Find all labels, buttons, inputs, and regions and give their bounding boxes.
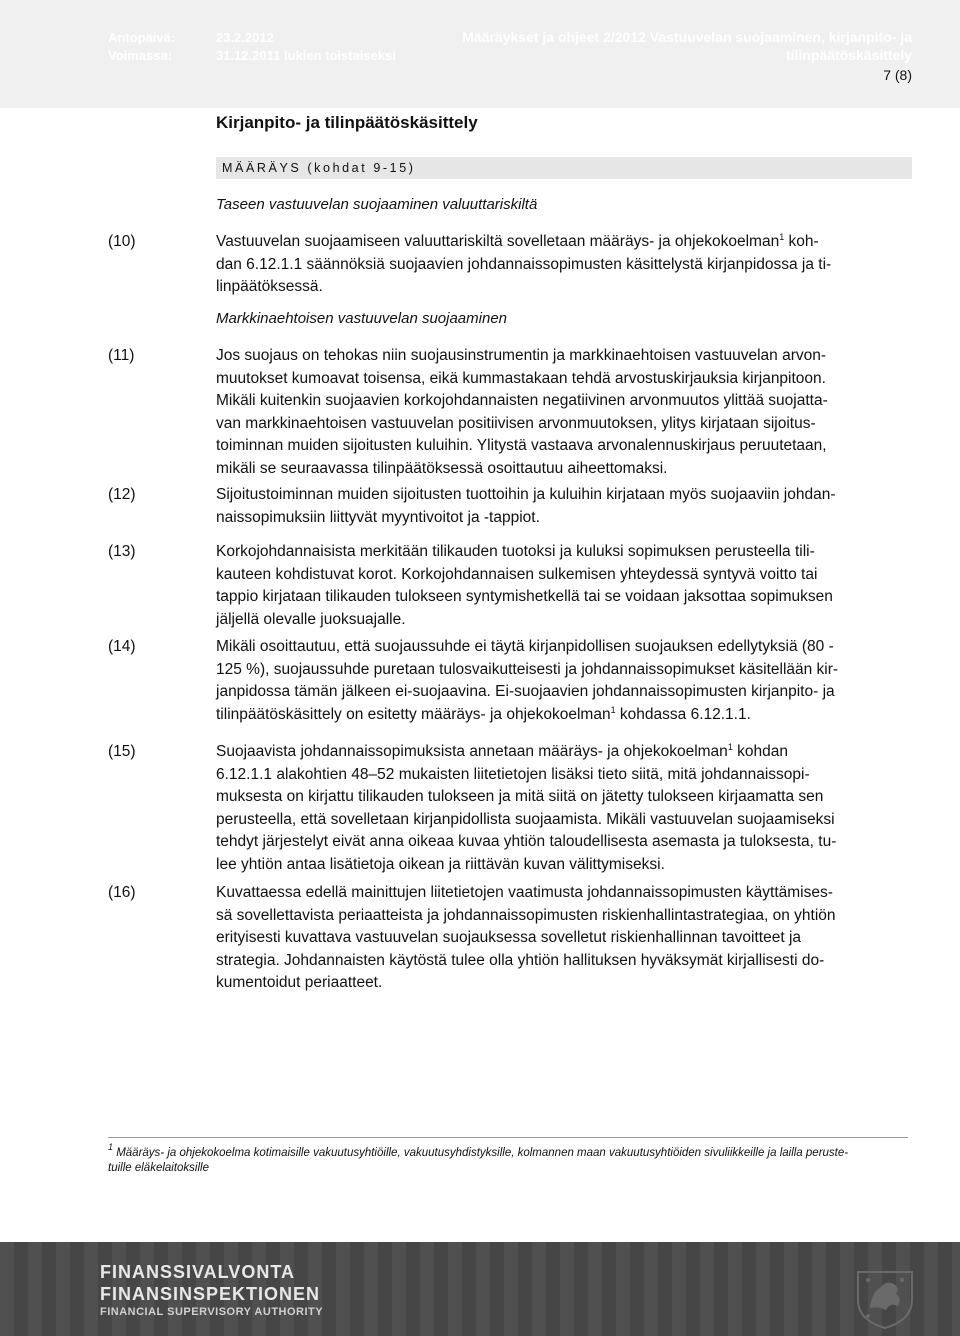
paragraph-number: (11) — [108, 347, 135, 364]
text-line: kauteen kohdistuvat korot. Korkojohdannaisen sulkemisen yhteydessä syntyvä voitto tai — [216, 565, 818, 583]
text-line: Sijoitustoiminnan muiden sijoitusten tuottoihin ja kuluihin kirjataan myös suojaaviin johdan- — [216, 486, 836, 503]
text-line: Mikäli osoittautuu, että suojaussuhde ei täytä kirjanpidollisen suojauksen edellytyksiä (80 - — [216, 638, 834, 655]
text-line: erityisesti kuvattava vastuuvelan suojauksessa sovelletut riskienhallinnan tavoitteet ja — [216, 929, 802, 946]
header-date-label: Antopäivä: — [108, 30, 176, 45]
text-line: Mikäli kuitenkin suojaavien korkojohdannaisten negatiivinen arvonmuutos ylittää suojatta- — [216, 392, 828, 409]
text-line: Jos suojaus on tehokas niin suojausinstrumentin ja markkinaehtoisen vastuuvelan arvon- — [216, 347, 827, 364]
text-line: Vastuuvelan suojaamiseen valuuttariskiltä sovelletaan määräys- ja ohjekokoelman$^1$ koh- — [216, 232, 819, 250]
paragraph-text — [216, 741, 908, 876]
text-line: tilinpäätöskäsittely on esitetty määräys- ja ohjekokoelman$^1$ kohdassa 6.12.1.1. — [216, 704, 751, 723]
footnote-ref: 1 — [610, 704, 616, 715]
paragraph-text — [216, 484, 908, 529]
paragraph-number: (13) — [108, 543, 136, 560]
paragraph-text — [216, 541, 908, 631]
footnote-line: tuille eläkelaitoksille — [108, 1162, 209, 1174]
footnote-ref: 1 — [779, 232, 785, 242]
text-line: kumentoidut periaatteet. — [216, 974, 383, 991]
logo-text-finnish: FINANSSIVALVONTA — [100, 1262, 295, 1282]
paragraph-text — [216, 231, 908, 299]
paragraph-number: (14) — [108, 638, 136, 655]
footnote-line: $^1$ Määräys- ja ohjekokoelma kotimaisille vakuutusyhtiöille, vakuutusyhdistyksille, kolmannen maan vakuutusyhtiöiden sivuliikkeille ja lailla peruste- — [108, 1142, 849, 1159]
paragraph-text — [216, 882, 908, 995]
section-title: Kirjanpito- ja tilinpäätöskäsittely — [216, 113, 478, 132]
footnote — [108, 1142, 908, 1176]
header-valid-value: 31.12.2011 lukien toistaiseksi — [216, 48, 396, 63]
paragraph-text — [216, 345, 908, 480]
header-doc-title-line1: Määräykset ja ohjeet 2/2012 Vastuuvelan suojaaminen, kirjanpito- ja — [462, 29, 912, 45]
subheading-currency-risk: Taseen vastuuvelan suojaaminen valuuttariskiltä — [216, 196, 538, 213]
text-line: sä sovellettavista periaatteista ja johdannaissopimusten riskienhallintastrategiaa, on yhtiön — [216, 906, 836, 924]
text-line: tehdyt järjestelyt eivät anna oikeaa kuvaa yhtiön taloudellisesta asemasta ja tuloksesta, tu- — [216, 833, 837, 850]
text-line: Korkojohdannaisista merkitään tilikauden tuotoksi ja kuluksi sopimuksen perusteella tili- — [216, 543, 815, 560]
text-line: 6.12.1.1 alakohtien 48–52 mukaisten liitetietojen lisäksi tieto siitä, mitä johdannaissopi- — [216, 765, 810, 783]
text-line: dan 6.12.1.1 säännöksiä suojaavien johdannaissopimusten käsittelystä kirjanpidossa ja ti- — [216, 255, 832, 273]
text-line: van markkinaehtoisen vastuuvelan positiivisen arvonmuutoksen, ylitys kirjataan sijoitus- — [216, 414, 816, 432]
header-doc-title-line2: tilinpäätöskäsittely — [785, 47, 912, 63]
paragraph-number: (15) — [108, 743, 136, 760]
logo-text-english: FINANCIAL SUPERVISORY AUTHORITY — [100, 1306, 324, 1318]
text-line: muutokset kumoavat toisensa, eikä kummastakaan tehdä arvostuskirjauksia kirjanpitoon. — [216, 369, 826, 387]
paragraph-number: (10) — [108, 233, 136, 250]
footnote-ref: 1 — [727, 742, 733, 752]
text-line: linpäätöksessä. — [216, 278, 323, 295]
text-line: janpidossa tämän jälkeen ei-suojaavina. Ei-suojaavien johdannaissopimusten kirjanpito- ja — [216, 683, 835, 700]
logo-text-swedish: FINANSINSPEKTIONEN — [100, 1284, 321, 1304]
text-line: Kuvattaessa edellä mainittujen liitetietojen vaatimusta johdannaissopimusten käyttämises- — [216, 884, 833, 901]
text-line: strategia. Johdannaisten käytöstä tulee olla yhtiön hallituksen hyväksymät kirjallisesti do- — [216, 951, 825, 969]
text-line: tappio kirjataan tilikauden tulokseen syntymishetkellä tai se voidaan jaksottaa sopimuksen — [216, 588, 833, 605]
subheading-market-liability: Markkinaehtoisen vastuuvelan suojaaminen — [216, 310, 508, 327]
text-line: naissopimuksiin liittyvät myyntivoitot ja -tappiot. — [216, 508, 540, 526]
header-date-value: 23.2.2012 — [216, 30, 274, 45]
lion-emblem-icon — [850, 1262, 920, 1332]
section-label-bar: MÄÄRÄYS (kohdat 9-15) — [216, 157, 912, 179]
page-number: 7 (8) — [883, 67, 912, 83]
text-line: lee yhtiön antaa lisätietoja oikean ja riittävän kuvan välittymiseksi. — [216, 855, 665, 873]
footnote-mark: 1 — [108, 1142, 114, 1152]
paragraph-number: (16) — [108, 884, 136, 901]
text-line: perusteella, että sovelletaan kirjanpidollista suojaamista. Mikäli vastuuvelan suojaamiseksi — [216, 810, 835, 828]
footnote-divider — [108, 1137, 908, 1138]
text-line: jäljellä olevalle juoksuajalle. — [216, 610, 406, 628]
header-valid-label: Voimassa: — [108, 48, 173, 63]
text-line: mikäli se seuraavassa tilinpäätöksessä osoittautuu aiheettomaksi. — [216, 459, 668, 477]
text-line: 125 %), suojaussuhde puretaan tulosvaikutteisesti ja johdannaissopimukset käsitellään kir- — [216, 660, 839, 678]
paragraph-number: (12) — [108, 486, 136, 503]
text-line: toiminnan muiden sijoitusten kuluihin. Ylitystä vastaava arvonalennuskirjaus peruutetaan, — [216, 437, 827, 454]
text-line: muksesta on kirjattu tilikauden tulokseen ja mitä siitä on jätetty tulokseen kirjaamatta sen — [216, 788, 824, 805]
paragraph-text — [216, 636, 908, 726]
text-line: Suojaavista johdannaissopimuksista annetaan määräys- ja ohjekokoelman$^1$ kohdan — [216, 742, 788, 760]
